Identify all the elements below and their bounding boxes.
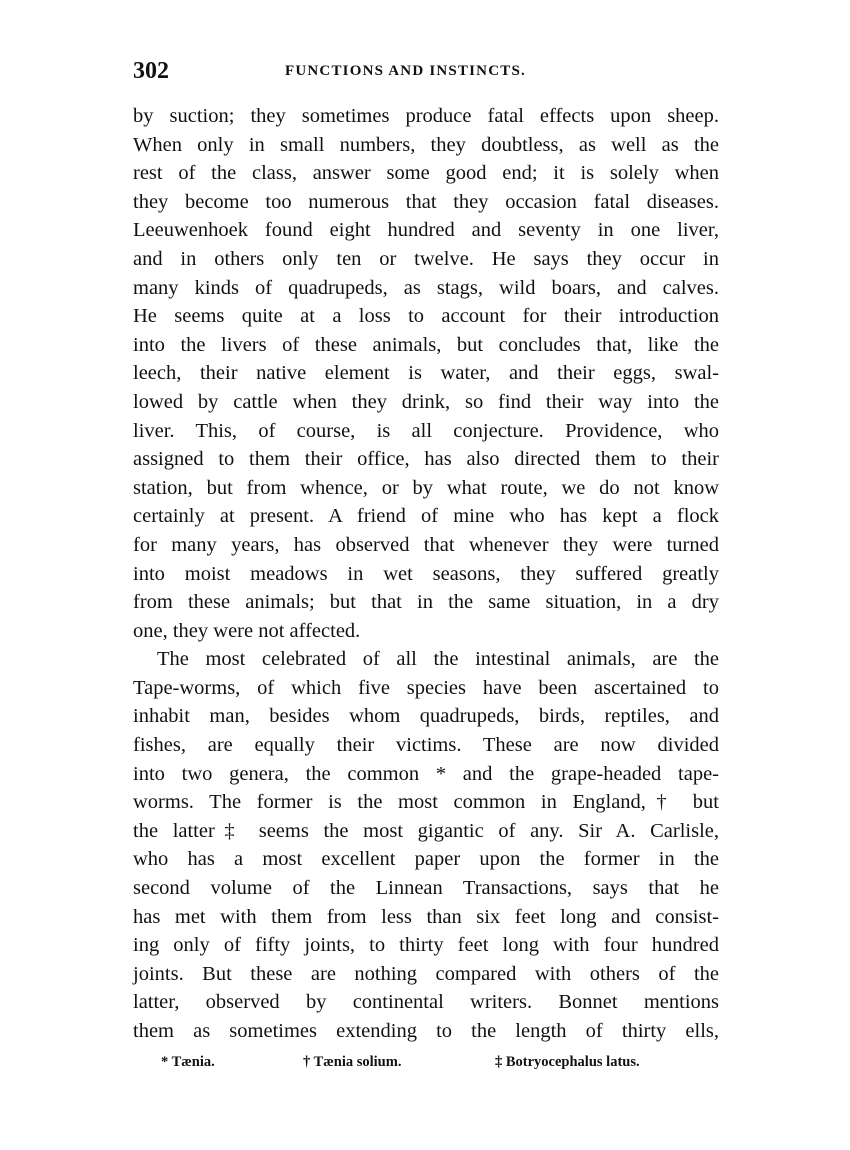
text-line: liver. This, of course, is all conjecture. Providence, who — [133, 419, 719, 442]
text-line: inhabit man, besides whom quadrupeds, birds, reptiles, and — [133, 705, 719, 728]
text-line: them as sometimes extending to the length of thirty ells, — [133, 1020, 719, 1042]
text-line: many kinds of quadrupeds, as stags, wild boars, and calves. — [133, 276, 719, 299]
text-line: Leeuwenhoek found eight hundred and seventy in one liver, — [133, 219, 719, 242]
text-line: into the livers of these animals, but concludes that, like the — [133, 333, 719, 356]
text-line: certainly at present. A friend of mine who has kept a flock — [133, 505, 719, 528]
text-line: assigned to them their office, has also directed them to their — [133, 448, 719, 471]
text-line: rest of the class, answer some good end; it is solely when — [133, 162, 719, 185]
text-line: Tape-worms, of which five species have been ascertained to — [133, 676, 719, 699]
text-line: fishes, are equally their victims. These are now divided — [133, 734, 719, 757]
page-number: 302 — [133, 58, 169, 84]
text-line: latter, observed by continental writers. Bonnet mentions — [133, 991, 719, 1014]
text-line: When only in small numbers, they doubtless, as well as the — [133, 133, 719, 156]
text-line: leech, their native element is water, and their eggs, swal- — [133, 362, 719, 385]
footnotes — [133, 1054, 719, 1078]
footnote: ‡ Botryocephalus latus. — [495, 1054, 640, 1070]
text-line: The most celebrated of all the intestinal animals, are the — [157, 648, 719, 671]
running-head: FUNCTIONS AND INSTINCTS. — [285, 63, 526, 79]
page-header — [133, 58, 719, 88]
text-line: has met with them from less than six feet long and consist- — [133, 905, 719, 928]
footnote: † Tænia solium. — [303, 1054, 402, 1070]
text-line: ing only of fifty joints, to thirty feet long with four hundred — [133, 934, 719, 957]
text-line: from these animals; but that in the same situation, in a dry — [133, 591, 719, 614]
text-line: joints. But these are nothing compared with others of the — [133, 962, 719, 985]
text-line: lowed by cattle when they drink, so find their way into the — [133, 390, 719, 413]
text-line: the latter‡ seems the most gigantic of any. Sir A. Carlisle, — [133, 819, 719, 842]
text-line: station, but from whence, or by what route, we do not know — [133, 476, 719, 499]
text-line: they become too numerous that they occasion fatal diseases. — [133, 190, 719, 213]
text-line: He seems quite at a loss to account for their introduction — [133, 305, 719, 328]
text-line: for many years, has observed that whenever they were turned — [133, 533, 719, 556]
text-line: one, they were not affected. — [133, 619, 361, 642]
text-line: by suction; they sometimes produce fatal effects upon sheep. — [133, 105, 719, 127]
text-line: and in others only ten or twelve. He says they occur in — [133, 247, 719, 270]
text-line: worms. The former is the most common in England,† but — [133, 791, 719, 814]
text-line: into moist meadows in wet seasons, they suffered greatly — [133, 562, 719, 585]
text-line: into two genera, the common * and the grape-headed tape- — [133, 762, 719, 785]
footnote: * Tænia. — [161, 1054, 215, 1070]
body-text — [133, 102, 719, 1046]
text-line: second volume of the Linnean Transactions, says that he — [133, 877, 719, 900]
text-line: who has a most excellent paper upon the former in the — [133, 848, 719, 871]
